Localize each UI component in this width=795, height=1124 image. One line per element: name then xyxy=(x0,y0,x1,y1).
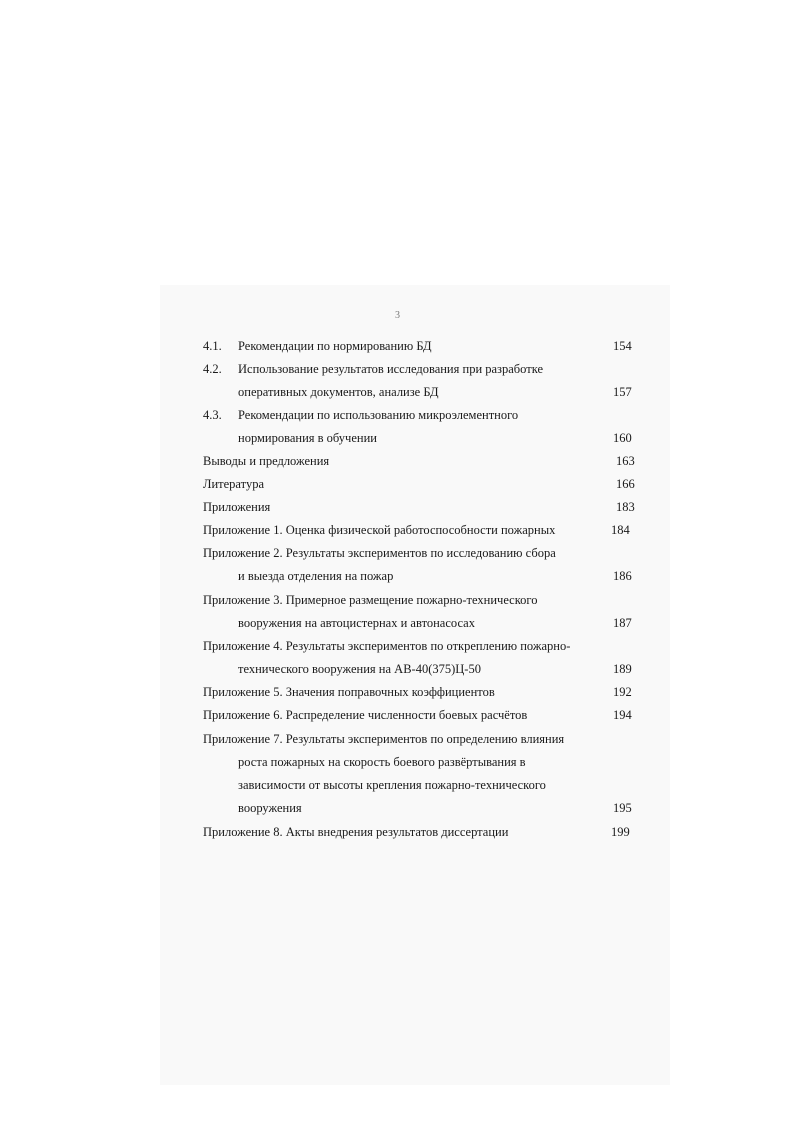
toc-page-number: 199 xyxy=(611,825,630,839)
toc-page-number: 157 xyxy=(613,385,632,399)
toc-entry-title: Приложение 1. Оценка физической работоспособности пожарных xyxy=(203,523,556,537)
toc-entry-title: Приложение 7. Результаты экспериментов по определению влияния xyxy=(203,732,565,746)
toc-page-number: 189 xyxy=(613,662,632,676)
toc-entry-title: Использование результатов исследования при разработке xyxy=(238,362,544,376)
toc-entry-title: оперативных документов, анализе БД xyxy=(238,385,439,399)
toc-entry-title: Выводы и предложения xyxy=(203,454,330,468)
toc-entry-title: вооружения xyxy=(238,801,302,815)
toc-entry-title: технического вооружения на АВ-40(375)Ц-50 xyxy=(238,662,481,676)
toc-entry-title: роста пожарных на скорость боевого развёртывания в xyxy=(238,755,526,769)
toc-page-number: 163 xyxy=(616,454,635,468)
toc-page-number: 187 xyxy=(613,616,632,630)
page-number: 3 xyxy=(395,310,400,321)
toc-entry-title: вооружения на автоцистернах и автонасосах xyxy=(238,616,475,630)
toc-entry-title: Приложение 3. Примерное размещение пожарно-технического xyxy=(203,593,538,607)
toc-entry-title: зависимости от высоты крепления пожарно-технического xyxy=(238,778,546,792)
toc-entry-title: Литература xyxy=(203,477,264,491)
toc-page-number: 184 xyxy=(611,523,630,537)
toc-entry-title: Приложение 4. Результаты экспериментов по откреплению пожарно- xyxy=(203,639,571,653)
toc-page-number: 195 xyxy=(613,801,632,815)
toc-entry-title: нормирования в обучении xyxy=(238,431,377,445)
toc-section-number: 4.3. xyxy=(203,408,222,422)
toc-page-number: 192 xyxy=(613,685,632,699)
toc-page-number: 166 xyxy=(616,477,635,491)
toc-entry-title: Приложения xyxy=(203,500,271,514)
toc-entry-title: Приложение 2. Результаты экспериментов по исследованию сбора xyxy=(203,546,556,560)
toc-section-number: 4.1. xyxy=(203,339,222,353)
toc-page-number: 160 xyxy=(613,431,632,445)
toc-entry-title: Приложение 8. Акты внедрения результатов диссертации xyxy=(203,825,509,839)
toc-entry-title: Рекомендации по использованию микроэлементного xyxy=(238,408,519,422)
toc-page-number: 186 xyxy=(613,569,632,583)
toc-entry-title: Приложение 5. Значения поправочных коэффициентов xyxy=(203,685,495,699)
toc-entry-title: Приложение 6. Распределение численности боевых расчётов xyxy=(203,708,528,722)
toc-entry-title: и выезда отделения на пожар xyxy=(238,569,394,583)
toc-page-number: 194 xyxy=(613,708,632,722)
toc-page-number: 154 xyxy=(613,339,632,353)
toc-entry-title: Рекомендации по нормированию БД xyxy=(238,339,432,353)
toc-page-number: 183 xyxy=(616,500,635,514)
toc-section-number: 4.2. xyxy=(203,362,222,376)
